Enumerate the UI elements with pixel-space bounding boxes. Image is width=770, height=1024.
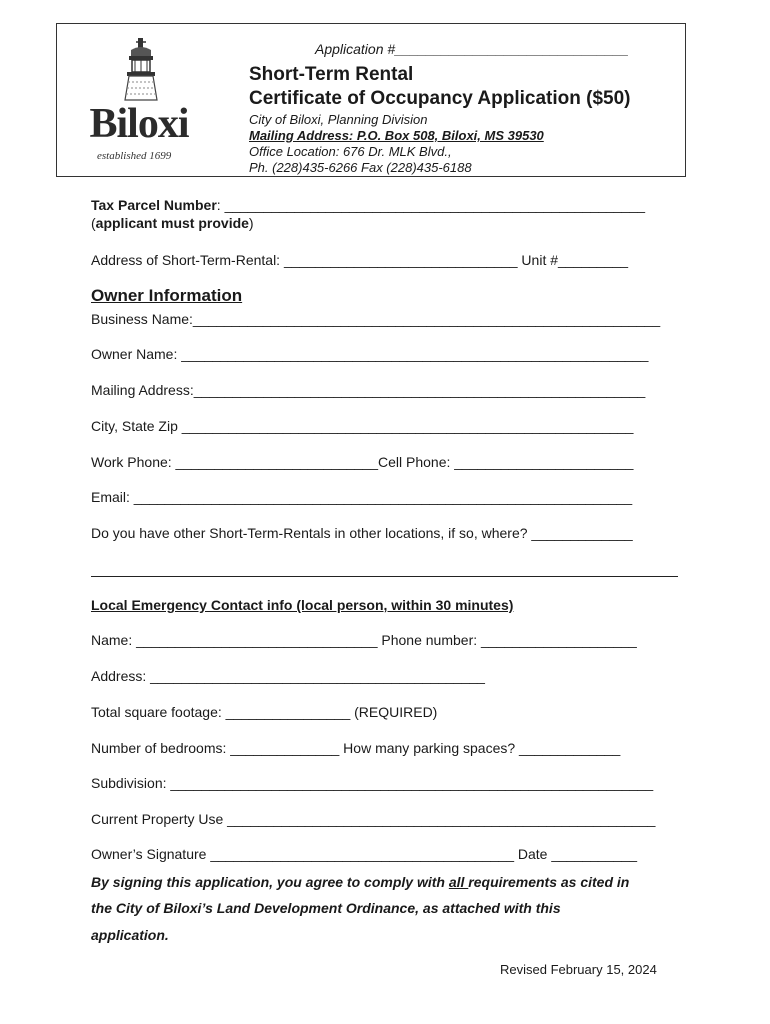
page-subtitle: Certificate of Occupancy Application ($50) — [249, 88, 631, 109]
subdivision-field[interactable]: Subdivision: ______________________________________________________________ — [91, 775, 654, 791]
emergency-address-field[interactable]: Address: ___________________________________________ — [91, 668, 485, 684]
other-rentals-continuation-line[interactable] — [91, 576, 678, 577]
division-text: City of Biloxi, Planning Division — [249, 112, 428, 127]
emergency-contact-heading: Local Emergency Contact info (local person, within 30 minutes) — [91, 597, 514, 613]
mailing-address-text: Mailing Address: P.O. Box 508, Biloxi, MS 39530 — [249, 128, 544, 143]
city-state-zip-field[interactable]: City, State Zip __________________________________________________________ — [91, 418, 634, 434]
application-number: Application #______________________________ — [315, 41, 629, 57]
signature-date-field[interactable]: Owner’s Signature _______________________________________ Date ___________ — [91, 846, 637, 862]
phone-fax-text: Ph. (228)435-6266 Fax (228)435-6188 — [249, 160, 472, 175]
revised-date: Revised February 15, 2024 — [500, 962, 657, 977]
agreement-line-2: the City of Biloxi’s Land Development Ordinance, as attached with this — [91, 900, 561, 916]
property-use-field[interactable]: Current Property Use _______________________________________________________ — [91, 811, 656, 827]
agreement-emphasis: all — [448, 874, 469, 890]
email-field[interactable]: Email: ________________________________________________________________ — [91, 489, 633, 505]
owner-name-field[interactable]: Owner Name: ____________________________________________________________ — [91, 346, 649, 362]
tax-parcel-field[interactable] — [91, 197, 645, 213]
logo-wordmark: Biloxi — [89, 101, 189, 147]
other-rentals-field[interactable]: Do you have other Short-Term-Rentals in other locations, if so, where? _____________ — [91, 525, 633, 541]
business-name-field[interactable]: Business Name:____________________________________________________________ — [91, 311, 661, 327]
emergency-name-phone-field[interactable]: Name: _______________________________ Phone number: ____________________ — [91, 632, 637, 648]
office-location-text: Office Location: 676 Dr. MLK Blvd., — [249, 144, 452, 159]
page-title: Short-Term Rental — [249, 64, 414, 85]
phone-fields[interactable]: Work Phone: __________________________Cell Phone: _______________________ — [91, 454, 634, 470]
tax-parcel-line: : ______________________________________________________ — [216, 197, 646, 213]
tax-parcel-note-text: applicant must provide — [95, 215, 249, 231]
city-logo — [79, 36, 199, 166]
rental-address-field[interactable]: Address of Short-Term-Rental: ______________________________ Unit #_________ — [91, 252, 629, 268]
bedrooms-parking-field[interactable]: Number of bedrooms: ______________ How many parking spaces? _____________ — [91, 740, 621, 756]
tax-parcel-note: (applicant must provide) — [91, 215, 254, 231]
square-footage-field[interactable]: Total square footage: ________________ (REQUIRED) — [91, 704, 438, 720]
agreement-line-1: By signing this application, you agree to comply with all requirements as cited in — [91, 874, 630, 890]
agreement-line-3: application. — [91, 927, 169, 943]
mailing-address-field[interactable]: Mailing Address:__________________________________________________________ — [91, 382, 646, 398]
lighthouse-icon — [113, 36, 169, 104]
tax-parcel-label: Tax Parcel Number — [91, 197, 217, 213]
header-box — [56, 23, 686, 177]
logo-established: established 1699 — [97, 150, 172, 162]
owner-info-heading: Owner Information — [91, 286, 243, 305]
